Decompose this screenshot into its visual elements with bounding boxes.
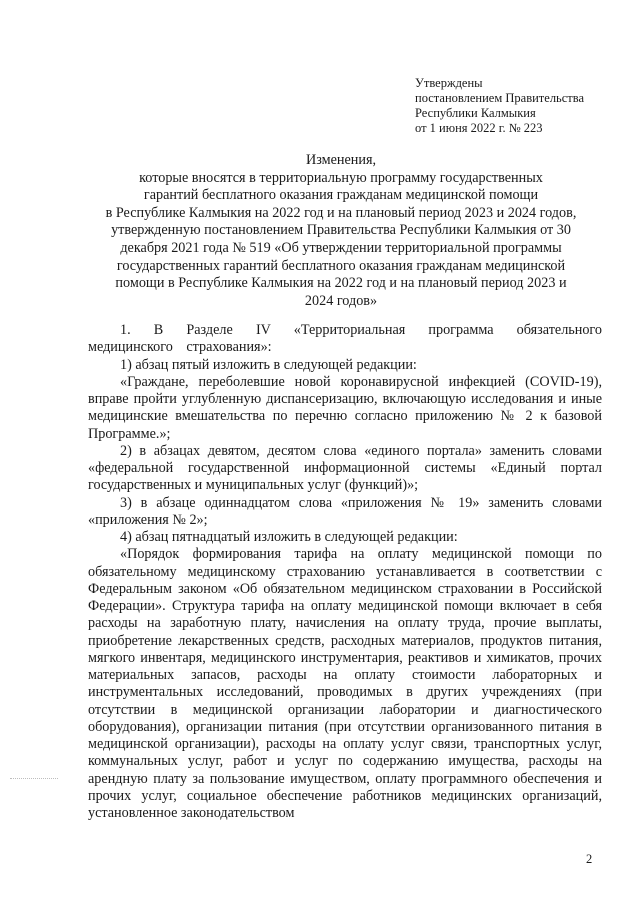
item-1-paragraph: 1. В Разделе IV «Территориальная программа обязательного медицинского страхования»: [88,322,602,356]
quote-2-paragraph: «Порядок формирования тарифа на оплату медицинской помощи по обязательному медицинскому страхованию устанавливается в соответствии с Федеральным законом «Об обязательном медицинском страховании в Российской Федерации». Структура тарифа на оплату медицинской помощи включает в себя расходы на заработную плату, начисления на оплату труда, прочие выплаты, приобретение лекарственных средств, расходных материалов, продуктов питания, мягкого инвентаря, медицинского инструментария, реактивов и химикатов, прочих материальных запасов, расходы на оплату стоимости лабораторных и инструментальных исследований, проводимых в других учреждениях (при отсутствии в медицинской организации лаборатории и диагностического оборудования), организации питания (при отсутствии организованного питания в медицинской организации), расходы на оплату услуг связи, транспортных услуг, коммунальных услуг, работ и услуг по содержанию имущества, расходы на арендную плату за пользование имуществом, оплату программного обеспечения и прочих услуг, социальное обеспечение работников медицинских организаций, установленное законодательством [88,546,602,821]
title-line: утвержденную постановлением Правительства Республики Калмыкия от 30 [111,222,571,239]
title-heading: Изменения, [305,152,377,168]
title-line: в Республике Калмыкия на 2022 год и на плановый период 2023 и 2024 годов, [105,204,577,221]
title-line: декабря 2021 года № 519 «Об утверждении территориальной программы [120,239,562,256]
approval-line: от 1 июня 2022 г. № 223 [415,121,543,135]
document-title [80,152,602,310]
title-line: гарантий бесплатного оказания гражданам медицинской помощи [143,187,539,204]
approval-line: Утверждены [415,76,483,90]
subitem-4-paragraph: 4) абзац пятнадцатый изложить в следующей редакции: [120,529,458,545]
title-line: помощи в Республике Калмыкия на 2022 год и на плановый период 2023 и [115,275,567,292]
approval-line: Республики Калмыкия [415,106,536,120]
subitem-1-paragraph: 1) абзац пятый изложить в следующей редакции: [120,356,417,373]
page-number: 2 [586,852,593,866]
quote-1-paragraph: «Граждане, переболевшие новой коронавирусной инфекцией (COVID-19), вправе пройти углубленную диспансеризацию, включающую исследования и иные медицинские вмешательства по перечню согласно приложению № 2 к базовой Программе.»; [88,373,602,442]
title-line: 2024 годов» [304,292,378,309]
title-line: государственных гарантий бесплатного оказания гражданам медицинской [116,257,566,274]
subitem-2-paragraph: 2) в абзацах девятом, десятом слова «единого портала» заменить словами «федеральной государственной информационной системы «Единый портал государственных и муниципальных услуг (функций)»; [88,442,602,494]
approval-block [415,76,635,136]
subitem-3-paragraph: 3) в абзаце одиннадцатом слова «приложения № 19» заменить словами «приложения № 2»; [88,494,602,528]
title-line: которые вносятся в территориальную программу государственных [139,169,543,186]
scan-margin-mark [10,778,58,779]
approval-line: постановлением Правительства [415,91,585,105]
document-body [88,322,602,822]
